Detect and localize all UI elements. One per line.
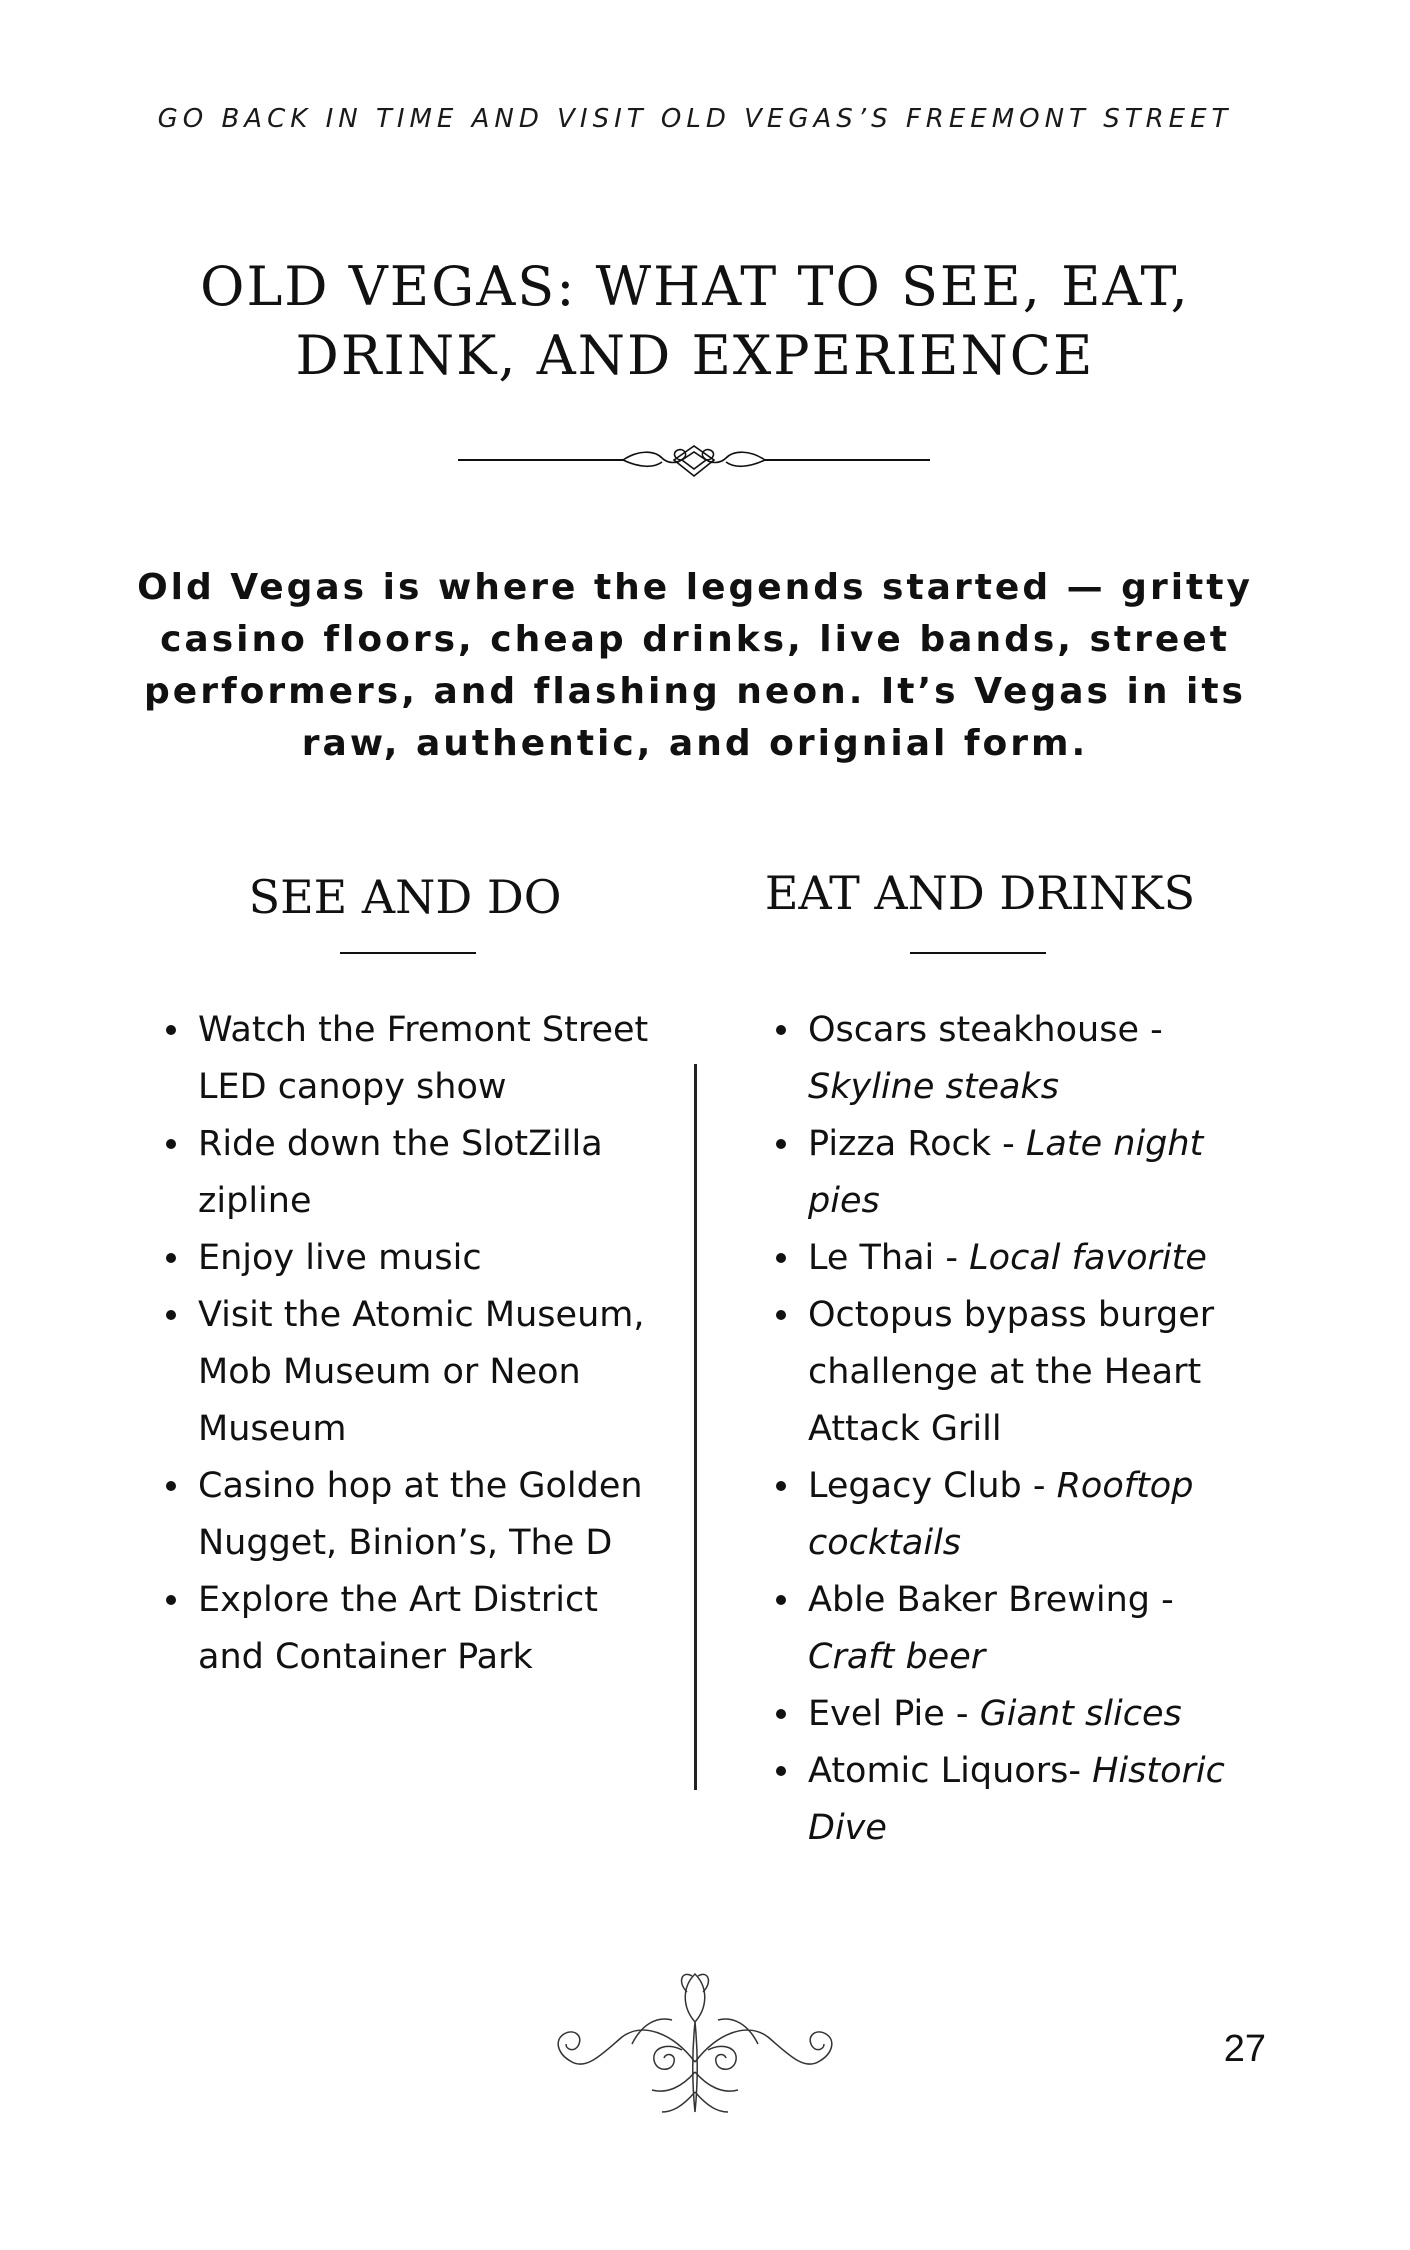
page-title-line-2: DRINK, AND EXPERIENCE <box>295 324 1095 387</box>
list-item <box>776 1458 1256 1572</box>
list-item: Explore the Art District and Container Park <box>166 1572 656 1686</box>
item-name: Le Thai - <box>808 1238 970 1278</box>
flourish-ornament-icon <box>532 1962 858 2122</box>
see-and-do-heading: SEE AND DO <box>248 870 562 924</box>
item-description: Giant slices <box>979 1694 1182 1734</box>
page-title-line-1: OLD VEGAS: WHAT TO SEE, EAT, <box>200 255 1190 318</box>
running-header: GO BACK IN TIME AND VISIT OLD VEGAS’S FREEMONT STREET <box>157 104 1233 134</box>
list-item: Casino hop at the Golden Nugget, Binion’s, The D <box>166 1458 656 1572</box>
list-item: Ride down the SlotZilla zipline <box>166 1116 656 1230</box>
list-item <box>776 1743 1256 1857</box>
item-description: Late night pies <box>808 1124 1204 1221</box>
list-item <box>776 1116 1256 1230</box>
item-description: Craft beer <box>808 1637 986 1677</box>
intro-paragraph: Old Vegas is where the legends started — gritty casino floors, cheap drinks, live bands, street performers, and flashing neon. It’s Vegas in its raw, authentic, and orignial form. <box>137 567 1253 764</box>
eat-and-drinks-underline <box>910 952 1046 954</box>
column-divider <box>694 1064 697 1790</box>
item-name: Octopus bypass burger challenge at the Heart Attack Grill <box>808 1295 1215 1449</box>
eat-and-drinks-heading: EAT AND DRINKS <box>764 866 1196 920</box>
see-and-do-underline <box>340 952 476 954</box>
item-name: Legacy Club - <box>808 1466 1057 1506</box>
list-item <box>776 1002 1256 1116</box>
page-title <box>105 252 1285 390</box>
item-description: Skyline steaks <box>808 1067 1059 1107</box>
item-name: Pizza Rock - <box>808 1124 1026 1164</box>
item-name: Able Baker Brewing - <box>808 1580 1174 1620</box>
item-description: Rooftop cocktails <box>808 1466 1194 1563</box>
list-item <box>776 1686 1256 1743</box>
list-item <box>776 1572 1256 1686</box>
see-and-do-list <box>166 1002 656 1686</box>
flourish-divider-icon <box>458 438 930 488</box>
item-description: Historic Dive <box>808 1751 1225 1848</box>
list-item <box>776 1230 1256 1287</box>
item-description: Local favorite <box>969 1238 1207 1278</box>
page-number: 27 <box>1223 2028 1266 2070</box>
item-name: Atomic Liquors- <box>808 1751 1093 1791</box>
eat-and-drinks-list <box>776 1002 1256 1857</box>
item-name: Evel Pie - <box>808 1694 980 1734</box>
list-item: Watch the Fremont Street LED canopy show <box>166 1002 656 1116</box>
item-name: Oscars steakhouse - <box>808 1010 1163 1050</box>
list-item <box>776 1287 1256 1458</box>
list-item: Enjoy live music <box>166 1230 656 1287</box>
list-item: Visit the Atomic Museum, Mob Museum or Neon Museum <box>166 1287 656 1458</box>
